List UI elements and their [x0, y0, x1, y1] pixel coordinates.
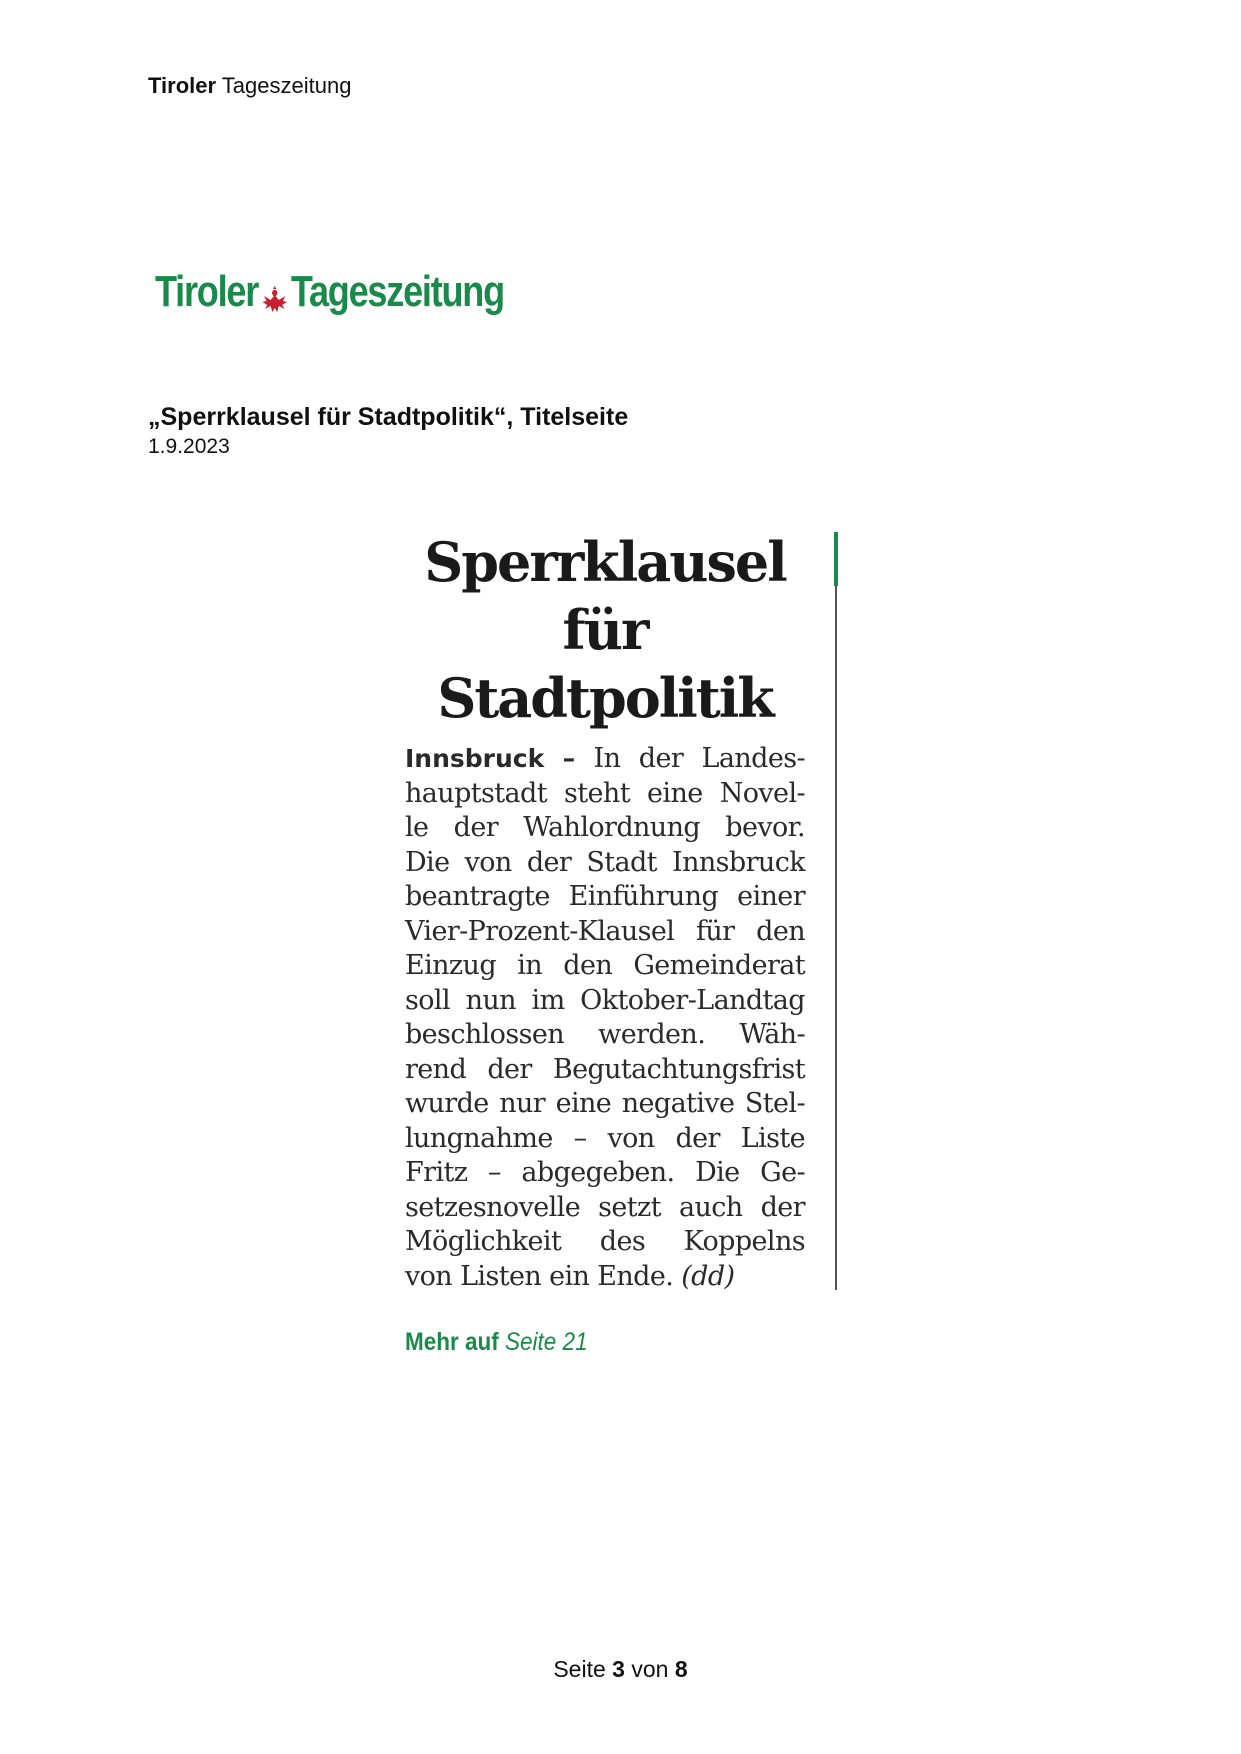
body-line: le der Wahlordnung bevor. [405, 812, 805, 843]
body-line [405, 742, 805, 777]
footer-middle: von [631, 1656, 669, 1682]
body-line: wurde nur eine negative Stel- [405, 1088, 805, 1119]
footer-current-page: 3 [612, 1656, 625, 1682]
body-line: Einzug in den Gemeinderat [405, 950, 805, 981]
body-line: Fritz – abgegeben. Die Ge- [405, 1157, 805, 1188]
body-line: beantragte Einführung einer [405, 881, 805, 912]
clip-title: „Sperrklausel für Stadtpolitik“, Titelseite [148, 403, 629, 431]
body-line: Vier-Prozent-Klausel für den [405, 915, 805, 947]
body-line: soll nun im Oktober-Landtag [405, 984, 805, 1016]
article-dateline: Innsbruck [405, 744, 545, 773]
body-line: hauptstadt steht eine Novel- [405, 777, 805, 809]
header-brand-regular: Tageszeitung [221, 73, 352, 98]
body-line-last [405, 1260, 805, 1295]
body-line: lungnahme – von der Liste [405, 1122, 805, 1154]
clip-date: 1.9.2023 [148, 435, 230, 458]
logo-word-right: Tageszeitung [290, 267, 504, 316]
more-prefix: Mehr auf [405, 1328, 499, 1356]
article-author: (dd) [681, 1260, 735, 1292]
page-footer [0, 1655, 1241, 1683]
body-line: Möglichkeit des Koppelns [405, 1226, 805, 1257]
body-line: setzesnovelle setzt auch der [405, 1191, 805, 1223]
headline-line-1: Sperrklausel [424, 530, 786, 594]
headline-line-2: für Stadtpolitik [437, 598, 773, 730]
footer-prefix: Seite [553, 1656, 606, 1682]
body-line-text: von Listen ein Ende. [405, 1260, 674, 1292]
header-brand-bold: Tiroler [148, 73, 217, 98]
more-on-page-link[interactable] [405, 1328, 765, 1357]
article-clipping [405, 528, 805, 1357]
footer-total-pages: 8 [674, 1656, 688, 1682]
logo-word-left: Tiroler [155, 267, 259, 316]
body-line: Die von der Stadt Innsbruck [405, 846, 805, 878]
article-body [405, 742, 805, 1294]
body-line-text: In der Landes- [593, 743, 805, 774]
dateline-dash: – [562, 744, 576, 773]
newspaper-logo [155, 264, 504, 320]
tyrolean-eagle-icon [260, 277, 288, 307]
column-rule-accent [834, 532, 838, 586]
body-line: rend der Begutachtungsfrist [405, 1053, 805, 1085]
body-line: beschlossen werden. Wäh- [405, 1019, 805, 1050]
column-rule [835, 586, 837, 1290]
document-header [148, 72, 351, 100]
article-headline [405, 528, 805, 732]
more-page: Seite 21 [505, 1328, 588, 1356]
